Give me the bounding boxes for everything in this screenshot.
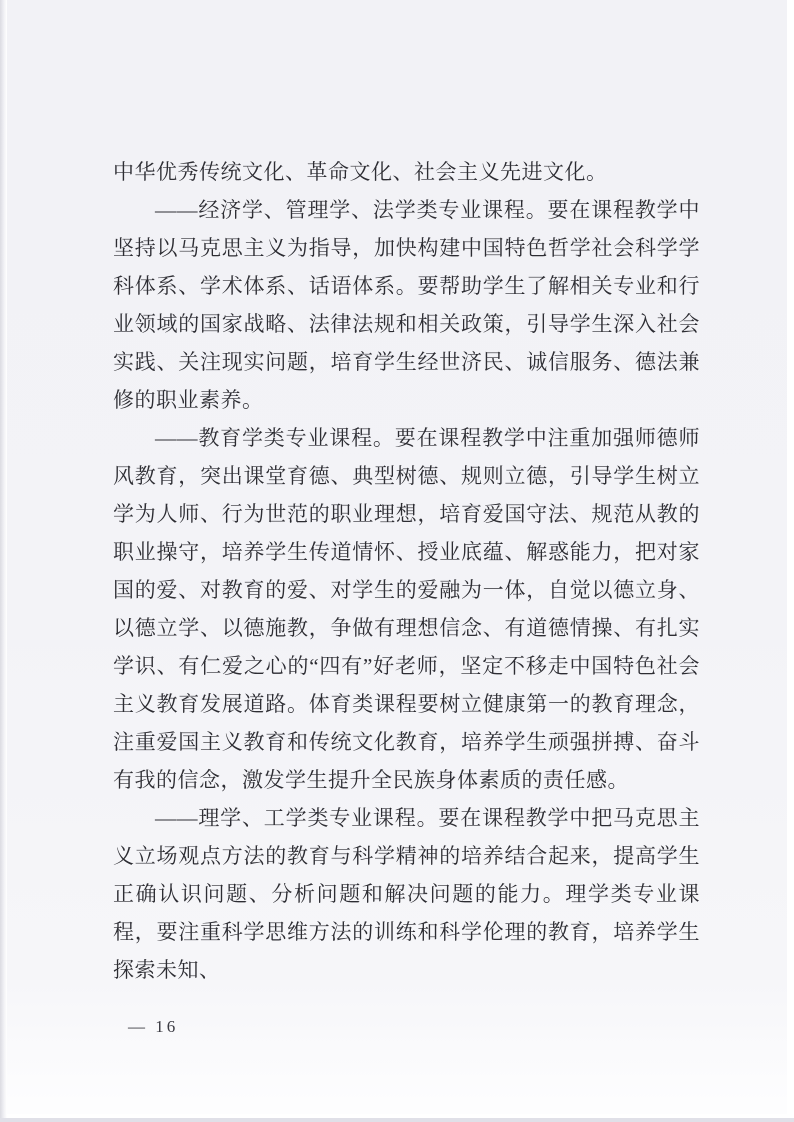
document-body	[113, 153, 700, 989]
body-paragraph: ——理学、工学类专业课程。要在课程教学中把马克思主义立场观点方法的教育与科学精神的培养结合起来，提高学生正确认识问题、分析问题和解决问题的能力。理学类专业课程，要注重科学思维方法的训练和科学伦理的教育，培养学生探索未知、	[113, 806, 700, 982]
body-paragraph: 中华优秀传统文化、革命文化、社会主义先进文化。	[113, 160, 608, 184]
body-paragraph: ——经济学、管理学、法学类专业课程。要在课程教学中坚持以马克思主义为指导，加快构建中国特色哲学社会科学学科体系、学术体系、话语体系。要帮助学生了解相关专业和行业领域的国家战略、法律法规和相关政策，引导学生深入社会实践、关注现实问题，培育学生经世济民、诚信服务、德法兼修的职业素养。	[113, 198, 700, 412]
scan-edge-bottom	[0, 1118, 794, 1122]
page-number: — 16	[128, 1017, 179, 1036]
body-paragraph: ——教育学类专业课程。要在课程教学中注重加强师德师风教育，突出课堂育德、典型树德、规则立德，引导学生树立学为人师、行为世范的职业理想，培育爱国守法、规范从教的职业操守，培养学生传道情怀、授业底蕴、解惑能力，把对家国的爱、对教育的爱、对学生的爱融为一体，自觉以德立身、以德立学、以德施教，争做有理想信念、有道德情操、有扎实学识、有仁爱之心的“四有”好老师，坚定不移走中国特色社会主义教育发展道路。体育类课程要树立健康第一的教育理念，注重爱国主义教育和传统文化教育，培养学生顽强拼搏、奋斗有我的信念，激发学生提升全民族身体素质的责任感。	[113, 426, 700, 792]
scan-edge-left	[0, 0, 7, 1122]
